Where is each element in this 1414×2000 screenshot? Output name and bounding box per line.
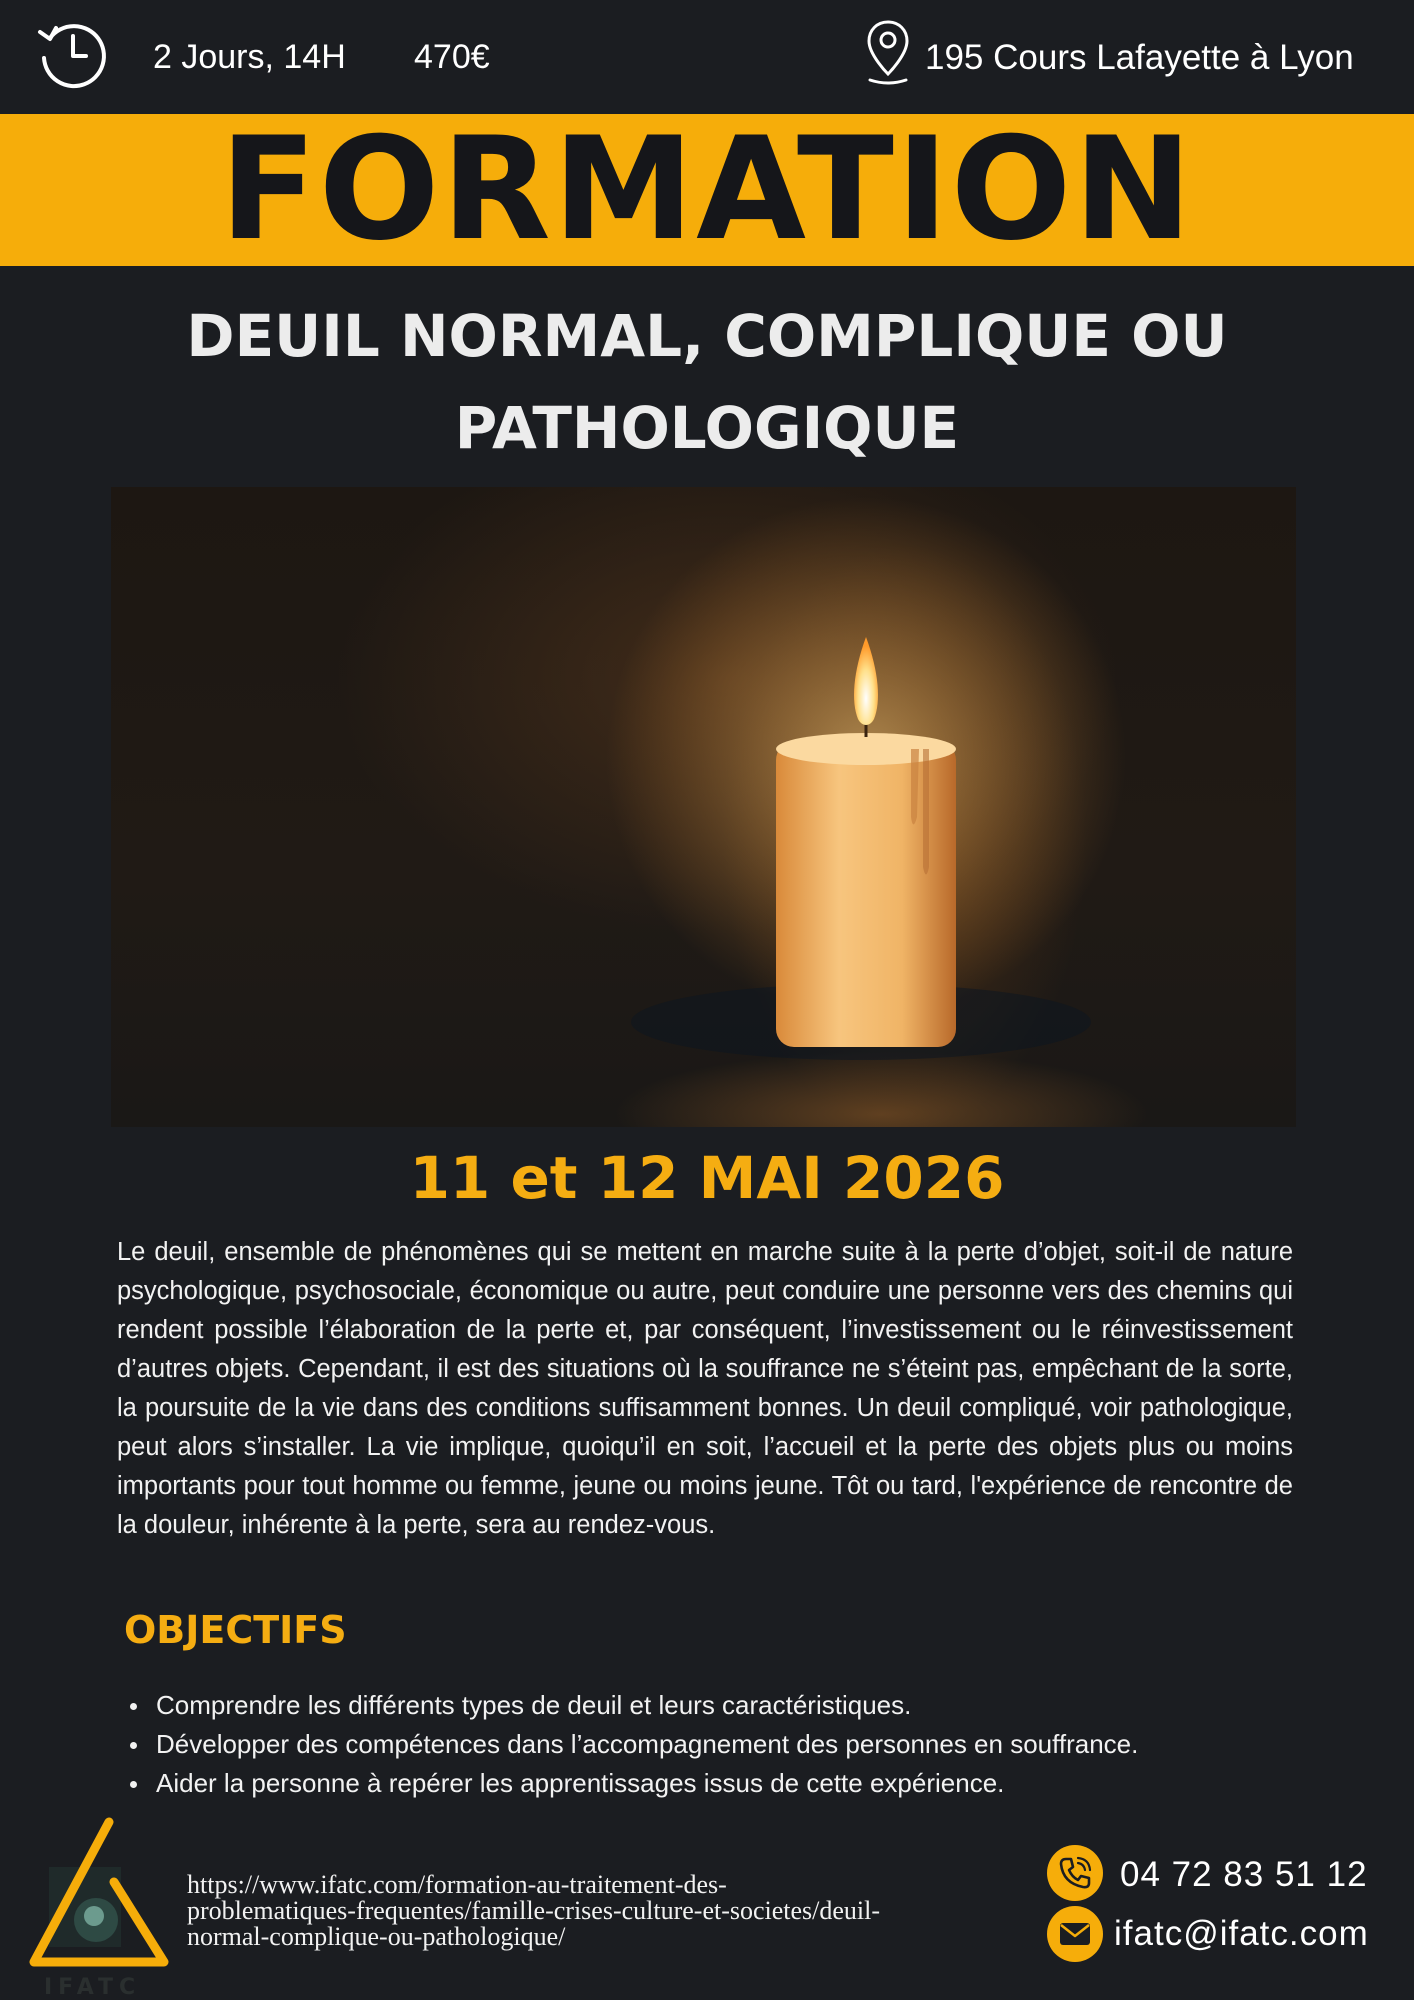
clock-icon [34, 18, 112, 90]
objective-item: Développer des compétences dans l’accompagnement des personnes en souffrance. [124, 1725, 1324, 1764]
email-address[interactable]: ifatc@ifatc.com [1114, 1914, 1369, 1953]
email-icon [1047, 1906, 1103, 1962]
course-title: DEUIL NORMAL, COMPLIQUE OU PATHOLOGIQUE [186, 302, 1228, 462]
objective-item: Comprendre les différents types de deuil et leurs caractéristiques. [124, 1686, 1324, 1725]
location-pin-icon [864, 18, 912, 86]
ifatc-logo [14, 1812, 174, 1997]
course-url-link[interactable]: https://www.ifatc.com/formation-au-traitement-des-problematiques-frequentes/famille-crises-culture-et-societes/deuil-normal-complique-ou-pathologique/ [187, 1870, 881, 1951]
session-date: 11 et 12 MAI 2026 [409, 1144, 1005, 1212]
course-description: Le deuil, ensemble de phénomènes qui se mettent en marche suite à la perte d’objet, soit-il de nature psychologique, psychosociale, économique ou autre, peut conduire une personne vers des chemins qui rendent possible l’élaboration de la perte et, par conséquent, l’investissement ou le réinvestissement d’autres objets. Cependant, il est des situations où la souffrance ne s’éteint pas, empêchant de la sorte, la poursuite de la vie dans des conditions suffisamment bonnes. Un deuil compliqué, voir pathologique, peut alors s’installer. La vie implique, quoiqu’il en soit, l’accueil et la perte des objets plus ou moins importants pour tout homme ou femme, jeune ou moins jeune. Tôt ou tard, l'expérience de rencontre de la douleur, inhérente à la perte, sera au rendez-vous. [117, 1238, 1293, 1539]
banner-title: FORMATION [219, 107, 1195, 272]
info-bar [0, 0, 1414, 114]
address-text: 195 Cours Lafayette à Lyon [925, 38, 1354, 77]
objectives-list [124, 1686, 1324, 1803]
candle-photo [111, 487, 1296, 1127]
price-text: 470€ [414, 38, 490, 76]
objective-item: Aider la personne à repérer les apprentissages issus de cette expérience. [124, 1764, 1324, 1803]
title-banner [0, 107, 1414, 272]
svg-text:IFATC: IFATC [44, 1975, 142, 1997]
phone-icon [1047, 1845, 1103, 1901]
duration-text: 2 Jours, 14H [153, 38, 346, 76]
phone-number[interactable]: 04 72 83 51 12 [1120, 1855, 1368, 1894]
objectives-heading: OBJECTIFS [124, 1608, 347, 1652]
